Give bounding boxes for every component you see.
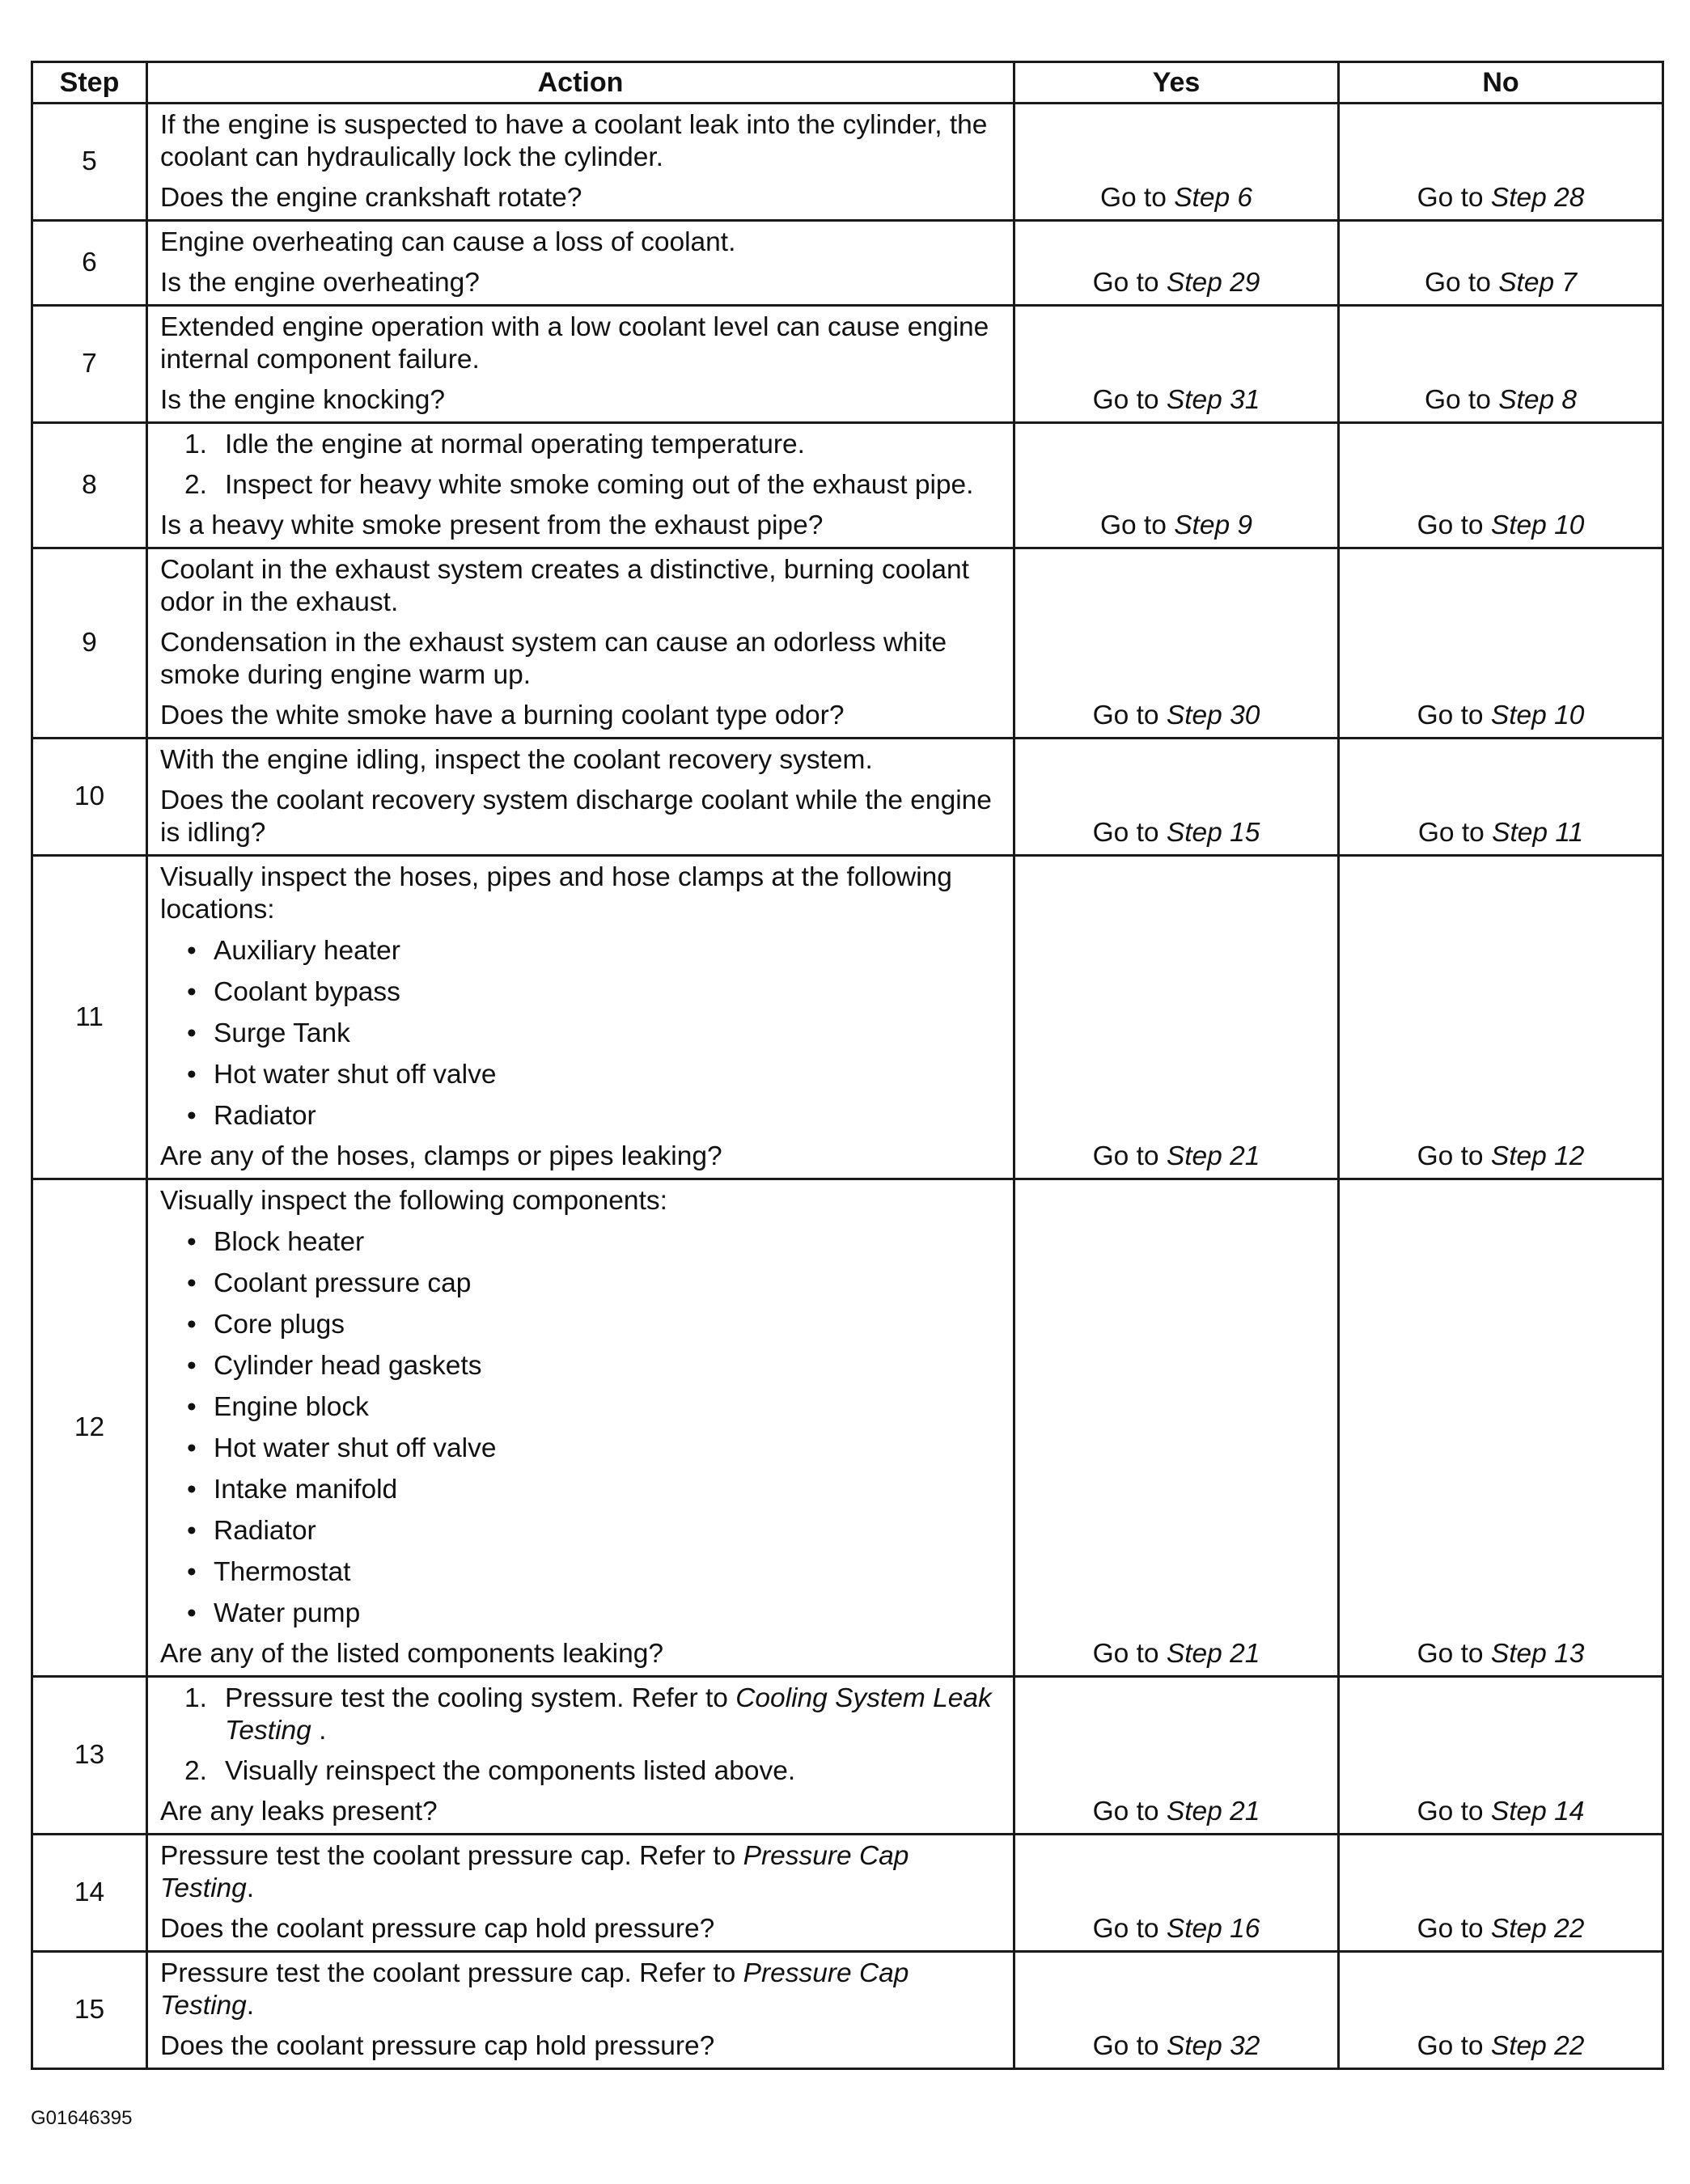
action-paragraph: With the engine idling, inspect the coolant recovery system. (160, 745, 873, 775)
action-paragraph: Extended engine operation with a low coolant level can cause engine internal component failure. (160, 312, 989, 375)
text-run: Pressure test the coolant pressure cap. Refer to (160, 1841, 743, 1871)
step-number-cell: 10 (32, 739, 147, 856)
goto-prefix: Go to (1092, 1797, 1159, 1826)
goto-step-link (1167, 268, 1260, 298)
action-cell (147, 1952, 1014, 2069)
bullet-item (160, 1433, 1005, 1465)
goto-prefix: Go to (1092, 1639, 1159, 1669)
item-text (225, 470, 974, 500)
table-row (32, 1677, 1663, 1835)
bullet-text: Auxiliary heater (214, 936, 400, 966)
bullet-item (160, 1515, 1005, 1547)
bullet-icon: • (187, 1310, 197, 1340)
no-cell (1339, 739, 1663, 856)
item-text (225, 1756, 795, 1786)
step-word: Step (1174, 183, 1230, 213)
step-word: Step (1166, 2031, 1222, 2061)
action-paragraph (160, 1958, 1005, 2022)
action-cell (147, 104, 1014, 221)
table-row (32, 1835, 1663, 1952)
numbered-item (160, 429, 1005, 461)
bullet-text: Block heater (214, 1227, 365, 1257)
bullet-icon: • (187, 936, 197, 966)
goto-prefix: Go to (1092, 818, 1159, 848)
bullet-icon: • (187, 1351, 197, 1381)
no-cell (1339, 1952, 1663, 2069)
goto-step-link (1174, 510, 1252, 540)
step-word: Step (1166, 1639, 1222, 1669)
bullet-icon: • (187, 1516, 197, 1546)
action-paragraph: Coolant in the exhaust system creates a distinctive, burning coolant odor in the exhaust. (160, 555, 969, 617)
yes-cell (1014, 856, 1339, 1179)
bullet-item (160, 1268, 1005, 1300)
item-number: 1. (184, 1683, 207, 1713)
text-run: Idle the engine at normal operating temperature. (225, 430, 805, 459)
figure-id: G01646395 (31, 2107, 133, 2129)
step-word: Step (1490, 1141, 1547, 1171)
step-word: Step (1490, 510, 1547, 540)
step-number: 11 (1555, 818, 1584, 848)
step-number: 7 (1561, 268, 1578, 298)
action-question: Does the coolant recovery system discharge coolant while the engine is idling? (160, 785, 992, 848)
table-row (32, 1179, 1663, 1677)
action-cell (147, 548, 1014, 739)
goto-step-link (1491, 700, 1585, 730)
step-number: 22 (1554, 2031, 1585, 2061)
bullet-text: Radiator (214, 1101, 316, 1131)
step-number-cell: 6 (32, 221, 147, 306)
bullet-text: Radiator (214, 1516, 316, 1546)
no-cell (1339, 548, 1663, 739)
step-number: 30 (1230, 700, 1260, 730)
goto-prefix: Go to (1092, 2031, 1159, 2061)
cross-reference: Cooling System Leak Testing (225, 1683, 992, 1746)
goto-prefix: Go to (1424, 268, 1491, 298)
goto-prefix: Go to (1092, 268, 1159, 298)
action-question: Are any leaks present? (160, 1797, 438, 1826)
action-question: Is a heavy white smoke present from the exhaust pipe? (160, 510, 824, 540)
bullet-text: Coolant bypass (214, 977, 400, 1007)
item-number: 2. (184, 1756, 207, 1786)
goto-step-link (1167, 1639, 1260, 1669)
bullet-text: Water pump (214, 1598, 361, 1628)
step-word: Step (1166, 268, 1222, 298)
table-row (32, 548, 1663, 739)
step-number: 22 (1554, 1914, 1585, 1944)
goto-step-link (1167, 385, 1260, 415)
step-number-cell: 8 (32, 423, 147, 548)
step-number: 8 (1561, 385, 1578, 415)
goto-step-link (1491, 1141, 1585, 1171)
diagnostic-table (31, 61, 1664, 2070)
goto-step-link (1167, 2031, 1260, 2061)
no-cell (1339, 423, 1663, 548)
bullet-text: Hot water shut off valve (214, 1060, 497, 1090)
step-number-cell: 7 (32, 306, 147, 423)
yes-cell (1014, 739, 1339, 856)
step-word: Step (1490, 183, 1547, 213)
goto-step-link (1498, 268, 1577, 298)
step-number: 31 (1230, 385, 1260, 415)
action-cell (147, 856, 1014, 1179)
text-run: . (246, 1873, 255, 1903)
bullet-text: Coolant pressure cap (214, 1268, 472, 1298)
numbered-item (160, 469, 1005, 502)
goto-step-link (1167, 1141, 1260, 1171)
goto-prefix: Go to (1092, 1141, 1159, 1171)
numbered-item (160, 1682, 1005, 1747)
text-run: Pressure test the coolant pressure cap. Refer to (160, 1958, 743, 1988)
goto-prefix: Go to (1417, 1914, 1484, 1944)
step-number: 28 (1554, 183, 1585, 213)
table-row (32, 423, 1663, 548)
yes-cell (1014, 104, 1339, 221)
bullet-item (160, 1100, 1005, 1132)
yes-cell (1014, 1835, 1339, 1952)
item-text (225, 430, 805, 459)
bullet-item (160, 1474, 1005, 1506)
step-word: Step (1490, 2031, 1547, 2061)
goto-prefix: Go to (1417, 183, 1484, 213)
step-number-cell: 15 (32, 1952, 147, 2069)
action-cell (147, 306, 1014, 423)
bullet-icon: • (187, 1227, 197, 1257)
bullet-icon: • (187, 1475, 197, 1505)
goto-step-link (1492, 818, 1583, 848)
bullet-icon: • (187, 1392, 197, 1422)
goto-prefix: Go to (1417, 1141, 1484, 1171)
action-cell (147, 1677, 1014, 1835)
step-word: Step (1174, 510, 1230, 540)
bullet-item (160, 1391, 1005, 1424)
item-number: 1. (184, 430, 207, 459)
goto-prefix: Go to (1099, 510, 1167, 540)
bullet-icon: • (187, 977, 197, 1007)
goto-step-link (1498, 385, 1577, 415)
step-number: 15 (1230, 818, 1260, 848)
goto-prefix: Go to (1092, 700, 1159, 730)
step-word: Step (1492, 818, 1548, 848)
step-word: Step (1490, 1797, 1547, 1826)
bullet-text: Thermostat (214, 1557, 351, 1587)
table-row (32, 306, 1663, 423)
step-number: 6 (1237, 183, 1253, 213)
step-number-cell: 11 (32, 856, 147, 1179)
table-row (32, 221, 1663, 306)
bullet-icon: • (187, 1101, 197, 1131)
goto-step-link (1167, 700, 1260, 730)
step-number: 21 (1230, 1639, 1260, 1669)
bullet-text: Intake manifold (214, 1475, 398, 1505)
no-cell (1339, 1179, 1663, 1677)
step-number: 10 (1554, 700, 1585, 730)
numbered-item (160, 1755, 1005, 1788)
action-question: Does the coolant pressure cap hold pressure? (160, 1914, 715, 1944)
yes-cell (1014, 1677, 1339, 1835)
goto-prefix: Go to (1417, 510, 1484, 540)
step-word: Step (1490, 700, 1547, 730)
goto-step-link (1491, 2031, 1585, 2061)
no-cell (1339, 1835, 1663, 1952)
goto-prefix: Go to (1099, 183, 1167, 213)
goto-step-link (1491, 1914, 1585, 1944)
step-word: Step (1166, 1914, 1222, 1944)
goto-step-link (1491, 1639, 1585, 1669)
step-word: Step (1166, 1797, 1222, 1826)
no-cell (1339, 104, 1663, 221)
step-number-cell: 5 (32, 104, 147, 221)
cross-reference: Pressure Cap Testing (160, 1958, 909, 2021)
goto-step-link (1167, 818, 1260, 848)
goto-step-link (1167, 1914, 1260, 1944)
bullet-text: Surge Tank (214, 1018, 350, 1048)
yes-cell (1014, 221, 1339, 306)
goto-step-link (1491, 1797, 1585, 1826)
bullet-icon: • (187, 1557, 197, 1587)
step-word: Step (1498, 268, 1555, 298)
action-question: Are any of the hoses, clamps or pipes leaking? (160, 1141, 722, 1171)
step-word: Step (1498, 385, 1555, 415)
bullet-text: Hot water shut off valve (214, 1433, 497, 1463)
goto-step-link (1167, 1797, 1260, 1826)
goto-step-link (1491, 183, 1585, 213)
bullet-item (160, 976, 1005, 1009)
action-paragraph (160, 1840, 1005, 1905)
no-cell (1339, 306, 1663, 423)
no-cell (1339, 221, 1663, 306)
action-question: Is the engine overheating? (160, 268, 480, 298)
step-word: Step (1490, 1914, 1547, 1944)
yes-cell (1014, 423, 1339, 548)
item-number: 2. (184, 470, 207, 500)
action-question: Is the engine knocking? (160, 385, 445, 415)
text-run: . (311, 1716, 327, 1746)
yes-cell (1014, 1179, 1339, 1677)
action-paragraph: Condensation in the exhaust system can cause an odorless white smoke during engine warm up. (160, 628, 947, 690)
goto-prefix: Go to (1417, 2031, 1484, 2061)
step-number-cell: 9 (32, 548, 147, 739)
step-number: 32 (1230, 2031, 1260, 2061)
table-row (32, 856, 1663, 1179)
step-number: 29 (1230, 268, 1260, 298)
action-paragraph: Engine overheating can cause a loss of coolant. (160, 227, 736, 257)
item-text (225, 1683, 992, 1746)
text-run: Inspect for heavy white smoke coming out of the exhaust pipe. (225, 470, 974, 500)
step-number: 21 (1230, 1141, 1260, 1171)
step-number: 21 (1230, 1797, 1260, 1826)
step-number: 16 (1230, 1914, 1260, 1944)
table-row (32, 1952, 1663, 2069)
step-word: Step (1166, 700, 1222, 730)
bullet-icon: • (187, 1018, 197, 1048)
bullet-item (160, 935, 1005, 967)
bullet-item (160, 1598, 1005, 1630)
yes-cell (1014, 548, 1339, 739)
goto-prefix: Go to (1417, 700, 1484, 730)
bullet-icon: • (187, 1598, 197, 1628)
bullet-item (160, 1350, 1005, 1382)
action-question: Does the engine crankshaft rotate? (160, 183, 582, 213)
action-question: Does the white smoke have a burning coolant type odor? (160, 700, 845, 730)
goto-prefix: Go to (1417, 1797, 1484, 1826)
yes-cell (1014, 1952, 1339, 2069)
header-no: No (1339, 62, 1663, 104)
action-cell (147, 221, 1014, 306)
action-question: Does the coolant pressure cap hold pressure? (160, 2031, 715, 2061)
bullet-icon: • (187, 1433, 197, 1463)
header-step: Step (32, 62, 147, 104)
action-paragraph: Visually inspect the hoses, pipes and hose clamps at the following locations: (160, 862, 952, 925)
step-word: Step (1490, 1639, 1547, 1669)
bullet-icon: • (187, 1268, 197, 1298)
goto-step-link (1491, 510, 1585, 540)
step-number: 14 (1554, 1797, 1585, 1826)
bullet-item (160, 1059, 1005, 1091)
header-yes: Yes (1014, 62, 1339, 104)
bullet-icon: • (187, 1060, 197, 1090)
bullet-item (160, 1226, 1005, 1259)
no-cell (1339, 856, 1663, 1179)
step-word: Step (1166, 385, 1222, 415)
no-cell (1339, 1677, 1663, 1835)
action-cell (147, 739, 1014, 856)
action-paragraph: If the engine is suspected to have a coolant leak into the cylinder, the coolant can hydraulically lock the cylinder. (160, 110, 988, 172)
goto-prefix: Go to (1092, 385, 1159, 415)
bullet-text: Core plugs (214, 1310, 345, 1340)
table-row (32, 739, 1663, 856)
text-run: Visually reinspect the components listed above. (225, 1756, 796, 1786)
step-number: 10 (1554, 510, 1585, 540)
bullet-item (160, 1018, 1005, 1050)
table-row (32, 104, 1663, 221)
action-cell (147, 1835, 1014, 1952)
header-action: Action (147, 62, 1014, 104)
action-paragraph: Visually inspect the following components: (160, 1186, 667, 1216)
text-run: . (246, 1991, 255, 2021)
step-number: 13 (1554, 1639, 1585, 1669)
bullet-item (160, 1556, 1005, 1589)
goto-step-link (1174, 183, 1252, 213)
goto-prefix: Go to (1417, 1639, 1484, 1669)
goto-prefix: Go to (1424, 385, 1491, 415)
bullet-item (160, 1309, 1005, 1341)
table-body (32, 104, 1663, 2069)
action-cell (147, 423, 1014, 548)
step-number-cell: 12 (32, 1179, 147, 1677)
table-header-row (32, 62, 1663, 104)
yes-cell (1014, 306, 1339, 423)
step-number: 12 (1554, 1141, 1585, 1171)
step-word: Step (1166, 1141, 1222, 1171)
goto-prefix: Go to (1092, 1914, 1159, 1944)
step-number-cell: 14 (32, 1835, 147, 1952)
bullet-text: Engine block (214, 1392, 369, 1422)
step-word: Step (1166, 818, 1222, 848)
step-number-cell: 13 (32, 1677, 147, 1835)
action-cell (147, 1179, 1014, 1677)
goto-prefix: Go to (1417, 818, 1485, 848)
bullet-text: Cylinder head gaskets (214, 1351, 482, 1381)
action-question: Are any of the listed components leaking? (160, 1639, 663, 1669)
text-run: Pressure test the cooling system. Refer to (225, 1683, 736, 1713)
step-number: 9 (1237, 510, 1253, 540)
cross-reference: Pressure Cap Testing (160, 1841, 909, 1903)
